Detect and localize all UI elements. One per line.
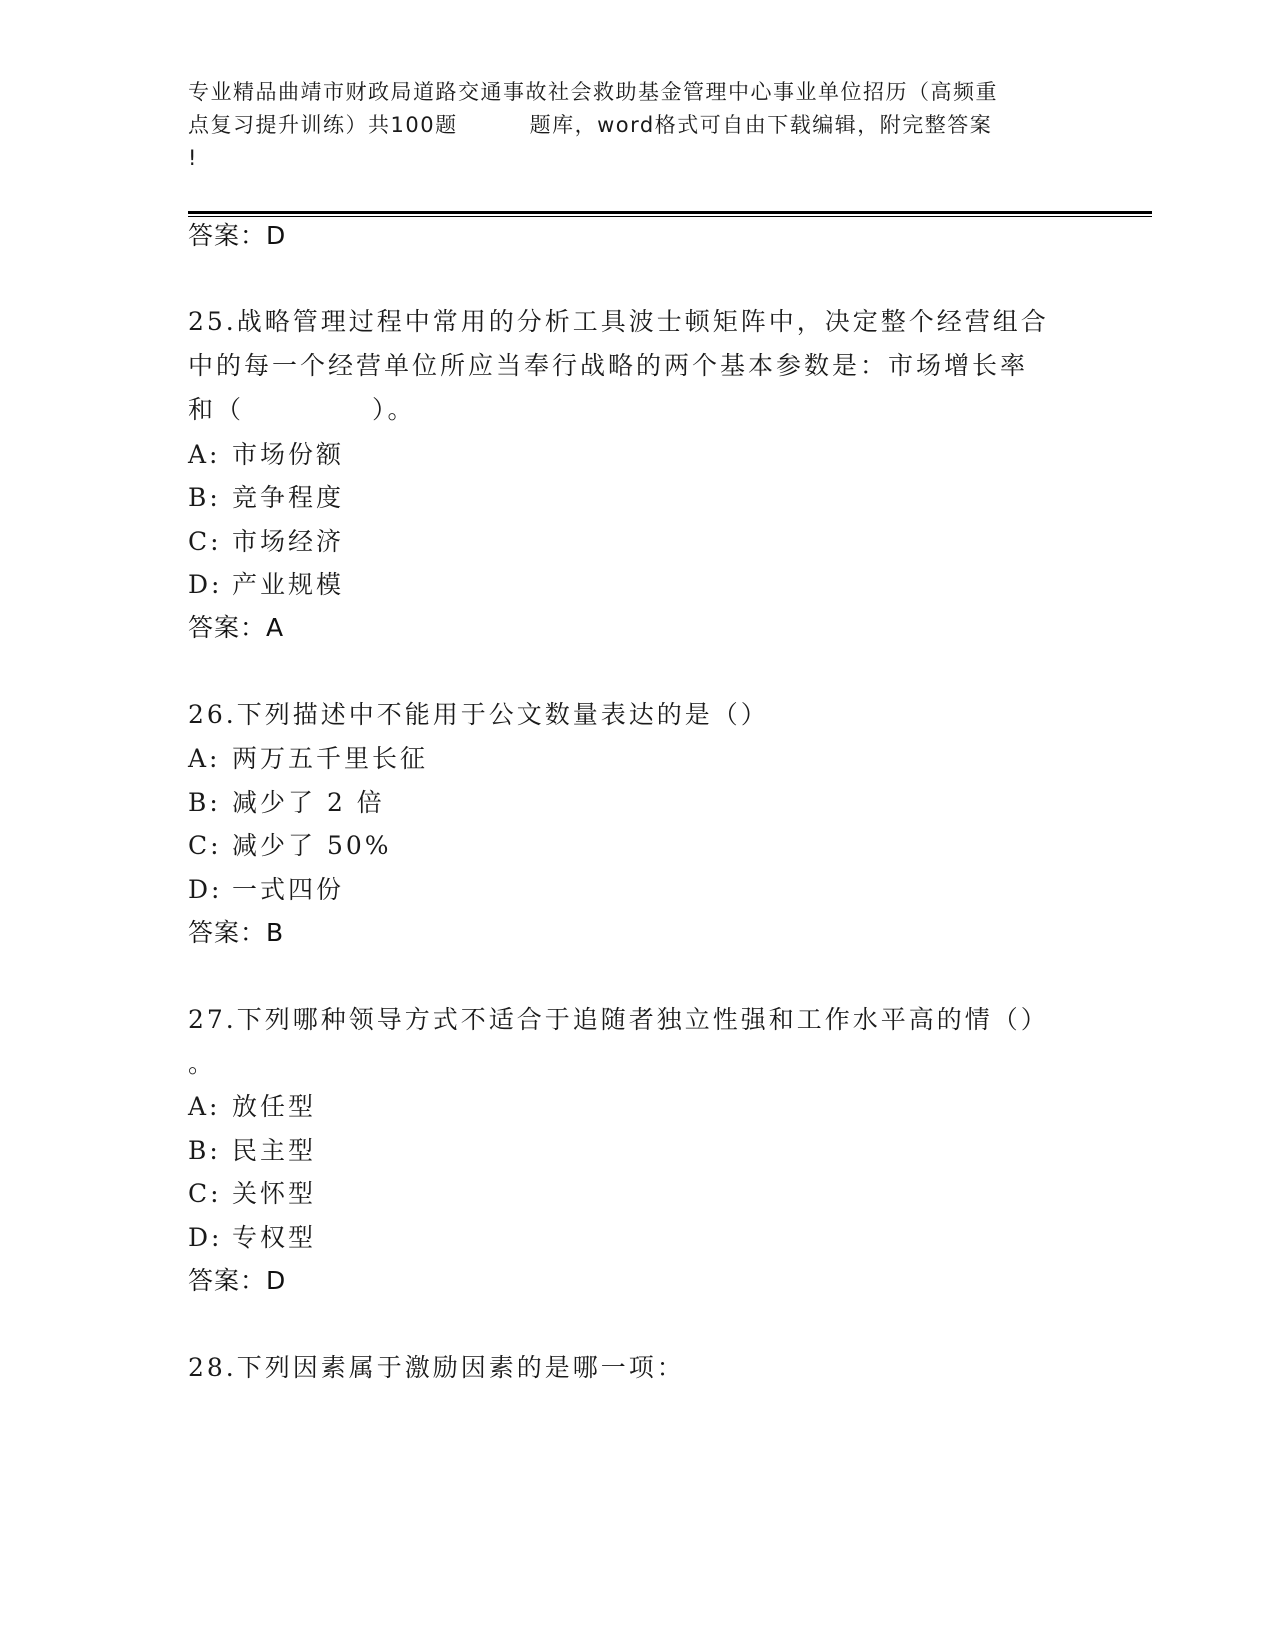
- question-28-line-1: 28.下列因素属于激励因素的是哪一项：: [188, 1353, 685, 1382]
- option-text: 一式四份: [232, 875, 345, 904]
- option-d: [188, 870, 344, 906]
- option-label: C:: [188, 1179, 222, 1208]
- question-27-line-1: 27.下列哪种领导方式不适合于追随者独立性强和工作水平高的情（）: [188, 1005, 1049, 1034]
- question-27-line-2: 。: [188, 1049, 217, 1078]
- question-25-line-3a: 和（: [188, 395, 245, 424]
- option-label: B:: [188, 1136, 221, 1165]
- option-text: 市场经济: [232, 527, 345, 556]
- option-text: 市场份额: [232, 440, 345, 469]
- option-d: [188, 1218, 316, 1254]
- question-25-answer: 答案：A: [188, 613, 285, 642]
- option-text: 放任型: [232, 1092, 317, 1121]
- header-divider-thin: [188, 216, 1152, 217]
- header-line-2a: 点复习提升训练）共100题: [188, 113, 458, 137]
- header-line-2b: 题库，word格式可自由下载编辑，附完整答案: [529, 113, 993, 137]
- option-b: [188, 1131, 316, 1167]
- option-label: D:: [188, 875, 223, 904]
- previous-answer: 答案：D: [188, 221, 287, 250]
- option-c: [188, 522, 344, 558]
- option-a: [188, 739, 428, 775]
- question-25-line-3: [188, 390, 416, 426]
- option-label: A:: [188, 440, 221, 469]
- option-text: 产业规模: [232, 570, 345, 599]
- option-text: 减少了 50%: [232, 831, 392, 860]
- option-b: [188, 783, 385, 819]
- page-header: [188, 76, 1088, 175]
- option-label: D:: [188, 570, 223, 599]
- option-label: C:: [188, 527, 222, 556]
- header-line-3: !: [188, 146, 198, 170]
- option-text: 两万五千里长征: [232, 744, 429, 773]
- option-label: A:: [188, 1092, 221, 1121]
- option-text: 专权型: [232, 1223, 317, 1252]
- option-label: B:: [188, 788, 221, 817]
- question-25-line-1: 25.战略管理过程中常用的分析工具波士顿矩阵中，决定整个经营组合: [188, 307, 1049, 336]
- option-label: B:: [188, 483, 221, 512]
- option-d: [188, 565, 344, 601]
- option-label: C:: [188, 831, 222, 860]
- option-text: 民主型: [232, 1136, 317, 1165]
- option-a: [188, 1087, 316, 1123]
- option-label: A:: [188, 744, 221, 773]
- option-label: D:: [188, 1223, 223, 1252]
- question-25-line-3b: ）。: [372, 395, 416, 424]
- question-26-line-1: 26.下列描述中不能用于公文数量表达的是（）: [188, 700, 769, 729]
- question-27-answer: 答案：D: [188, 1266, 287, 1295]
- option-text: 减少了 2 倍: [232, 788, 385, 817]
- option-b: [188, 478, 344, 514]
- header-line-2: [188, 109, 1088, 142]
- question-26-answer: 答案：B: [188, 918, 285, 947]
- option-text: 关怀型: [232, 1179, 317, 1208]
- header-line-1: 专业精品曲靖市财政局道路交通事故社会救助基金管理中心事业单位招历（高频重: [188, 80, 998, 104]
- option-c: [188, 1174, 316, 1210]
- option-a: [188, 435, 344, 471]
- header-divider-thick: [188, 211, 1152, 214]
- question-25-line-2: 中的每一个经营单位所应当奉行战略的两个基本参数是：市场增长率: [188, 351, 1029, 380]
- option-text: 竞争程度: [232, 483, 345, 512]
- option-c: [188, 826, 392, 862]
